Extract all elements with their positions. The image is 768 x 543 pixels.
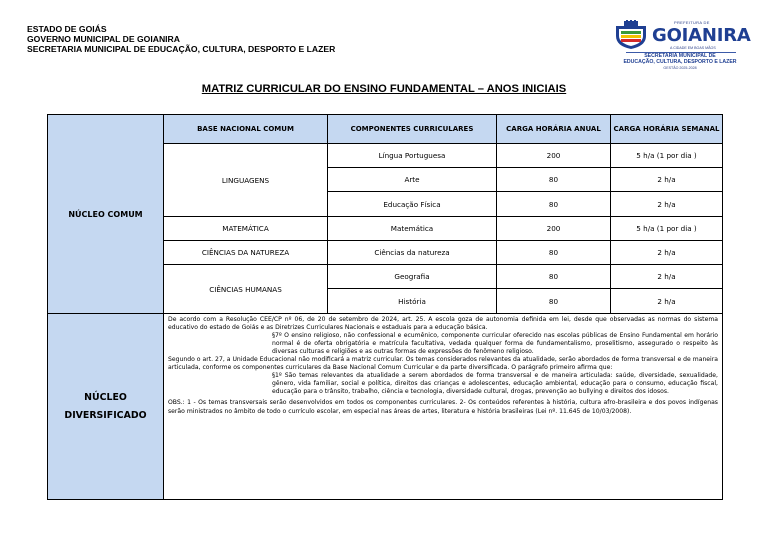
text-paragraph-resolucao: De acordo com a Resolução CEE/CP nº 06, de 20 de setembro de 2024, art. 25. A escola goza de autonomia definida em lei, desde que observadas as normas do sistema educativo do estado de Goiás e as Diretrizes Curriculares Nacionais e estaduais para a educação básica. <box>168 316 718 332</box>
nucleo-comum-cell: NÚCLEO COMUM <box>48 115 164 314</box>
area-linguagens: LINGUAGENS <box>164 144 328 217</box>
text-paragraph-temas-relevantes: §1º São temas relevantes da atualidade a serem abordados de forma transversal e de maneira articulada: saúde, diversidade, sexualidade, gênero, vida familiar, social e política, direitos das crianças e adolescentes, educação ambiental, educação para o consumo, educação fiscal, educação para o trânsito, trabalho, ciência e tecnologia, diversidade cultural, drogas, prevenção ao bullying e direitos dos idosos. <box>272 372 718 396</box>
header-componentes: COMPONENTES CURRICULARES <box>328 115 497 144</box>
annual-hours-cell: 80 <box>497 289 611 314</box>
logo-secretariat <box>618 54 742 65</box>
component-cell: Língua Portuguesa <box>328 144 497 168</box>
annual-hours-cell: 80 <box>497 168 611 192</box>
table-header-row <box>48 115 723 144</box>
component-cell: Matemática <box>328 217 497 241</box>
page-title: MATRIZ CURRICULAR DO ENSINO FUNDAMENTAL – ANOS INICIAIS <box>201 83 567 95</box>
weekly-hours-cell: 2 h/a <box>611 241 723 265</box>
annual-hours-cell: 80 <box>497 192 611 217</box>
nucleo-diversificado-cell <box>48 314 164 500</box>
document-header <box>27 24 335 55</box>
component-cell: Educação Física <box>328 192 497 217</box>
nucleo-diversificado-line2: DIVERSIFICADO <box>64 409 147 421</box>
header-state: ESTADO DE GOIÁS <box>27 24 107 34</box>
nucleo-diversificado-line1: NÚCLEO <box>84 391 127 403</box>
logo-secretariat-line2: EDUCAÇÃO, CULTURA, DESPORTO E LAZER <box>623 58 737 65</box>
component-cell: História <box>328 289 497 314</box>
logo-prefeitura: PREFEITURA DE <box>674 20 710 25</box>
header-semanal: CARGA HORÁRIA SEMANAL <box>611 115 723 144</box>
text-paragraph-obs: OBS.: 1 - Os temas transversais serão desenvolvidos em todos os componentes curriculares. 2- Os conteúdos referentes à história, cultura afro-brasileira e dos povos indígenas serão ministrados no âmbito de todo o currículo escolar, em especial nas áreas de artes, literatura e história brasileiras (Lei nº. 11.645 de 10/03/2008). <box>168 399 718 415</box>
text-paragraph-ensino-religioso: §7º O ensino religioso, não confessional e ecumênico, componente curricular oferecido nas escolas públicas de Ensino Fundamental em horário normal é de oferta obrigatória e matrícula facultativa, vedada qualquer forma de fundamentalismo, proselitismo, assegurado o respeito às diversas culturas e religiões e as outras formas de expressões do fenômeno religioso. <box>272 332 718 356</box>
table-row-diversificado <box>48 314 723 500</box>
logo-secretariat-line1: SECRETARIA MUNICIPAL DE <box>644 53 716 59</box>
logo-name: GOIANIRA <box>652 25 751 46</box>
annual-hours-cell: 80 <box>497 241 611 265</box>
city-crest-icon <box>612 20 650 50</box>
component-cell: Geografia <box>328 265 497 289</box>
annual-hours-cell: 200 <box>497 217 611 241</box>
header-anual: CARGA HORÁRIA ANUAL <box>497 115 611 144</box>
weekly-hours-cell: 2 h/a <box>611 289 723 314</box>
area-matematica: MATEMÁTICA <box>164 217 328 241</box>
header-secretariat: SECRETARIA MUNICIPAL DE EDUCAÇÃO, CULTURA, DESPORTO E LAZER <box>27 44 336 55</box>
annual-hours-cell: 80 <box>497 265 611 289</box>
annual-hours-cell: 200 <box>497 144 611 168</box>
area-ciencias-humanas: CIÊNCIAS HUMANAS <box>164 265 328 314</box>
weekly-hours-cell: 2 h/a <box>611 265 723 289</box>
area-ciencias-natureza: CIÊNCIAS DA NATUREZA <box>164 241 328 265</box>
weekly-hours-cell: 5 h/a (1 por dia ) <box>611 217 723 241</box>
logo-gestao: GESTÃO 2025-2028 <box>663 66 697 70</box>
goianira-logo <box>612 16 751 74</box>
curriculum-matrix-table <box>47 114 723 500</box>
weekly-hours-cell: 2 h/a <box>611 192 723 217</box>
logo-tagline: A CIDADE EM BOAS MÃOS <box>670 46 716 50</box>
text-paragraph-art-27: Segundo o art. 27, a Unidade Educacional não modificará a matriz curricular. Os temas considerados relevantes da atualidade, serão abordados de forma transversal e de maneira articulada, conforme os componentes curriculares da Base Nacional Comum Curricular e da parte diversificada. O parágrafo primeiro afirma que: <box>168 356 718 372</box>
weekly-hours-cell: 2 h/a <box>611 168 723 192</box>
component-cell: Ciências da natureza <box>328 241 497 265</box>
header-government: GOVERNO MUNICIPAL DE GOIANIRA <box>27 34 180 45</box>
header-base: BASE NACIONAL COMUM <box>164 115 328 144</box>
weekly-hours-cell: 5 h/a (1 por dia ) <box>611 144 723 168</box>
component-cell: Arte <box>328 168 497 192</box>
diversificado-text-cell <box>164 314 723 500</box>
